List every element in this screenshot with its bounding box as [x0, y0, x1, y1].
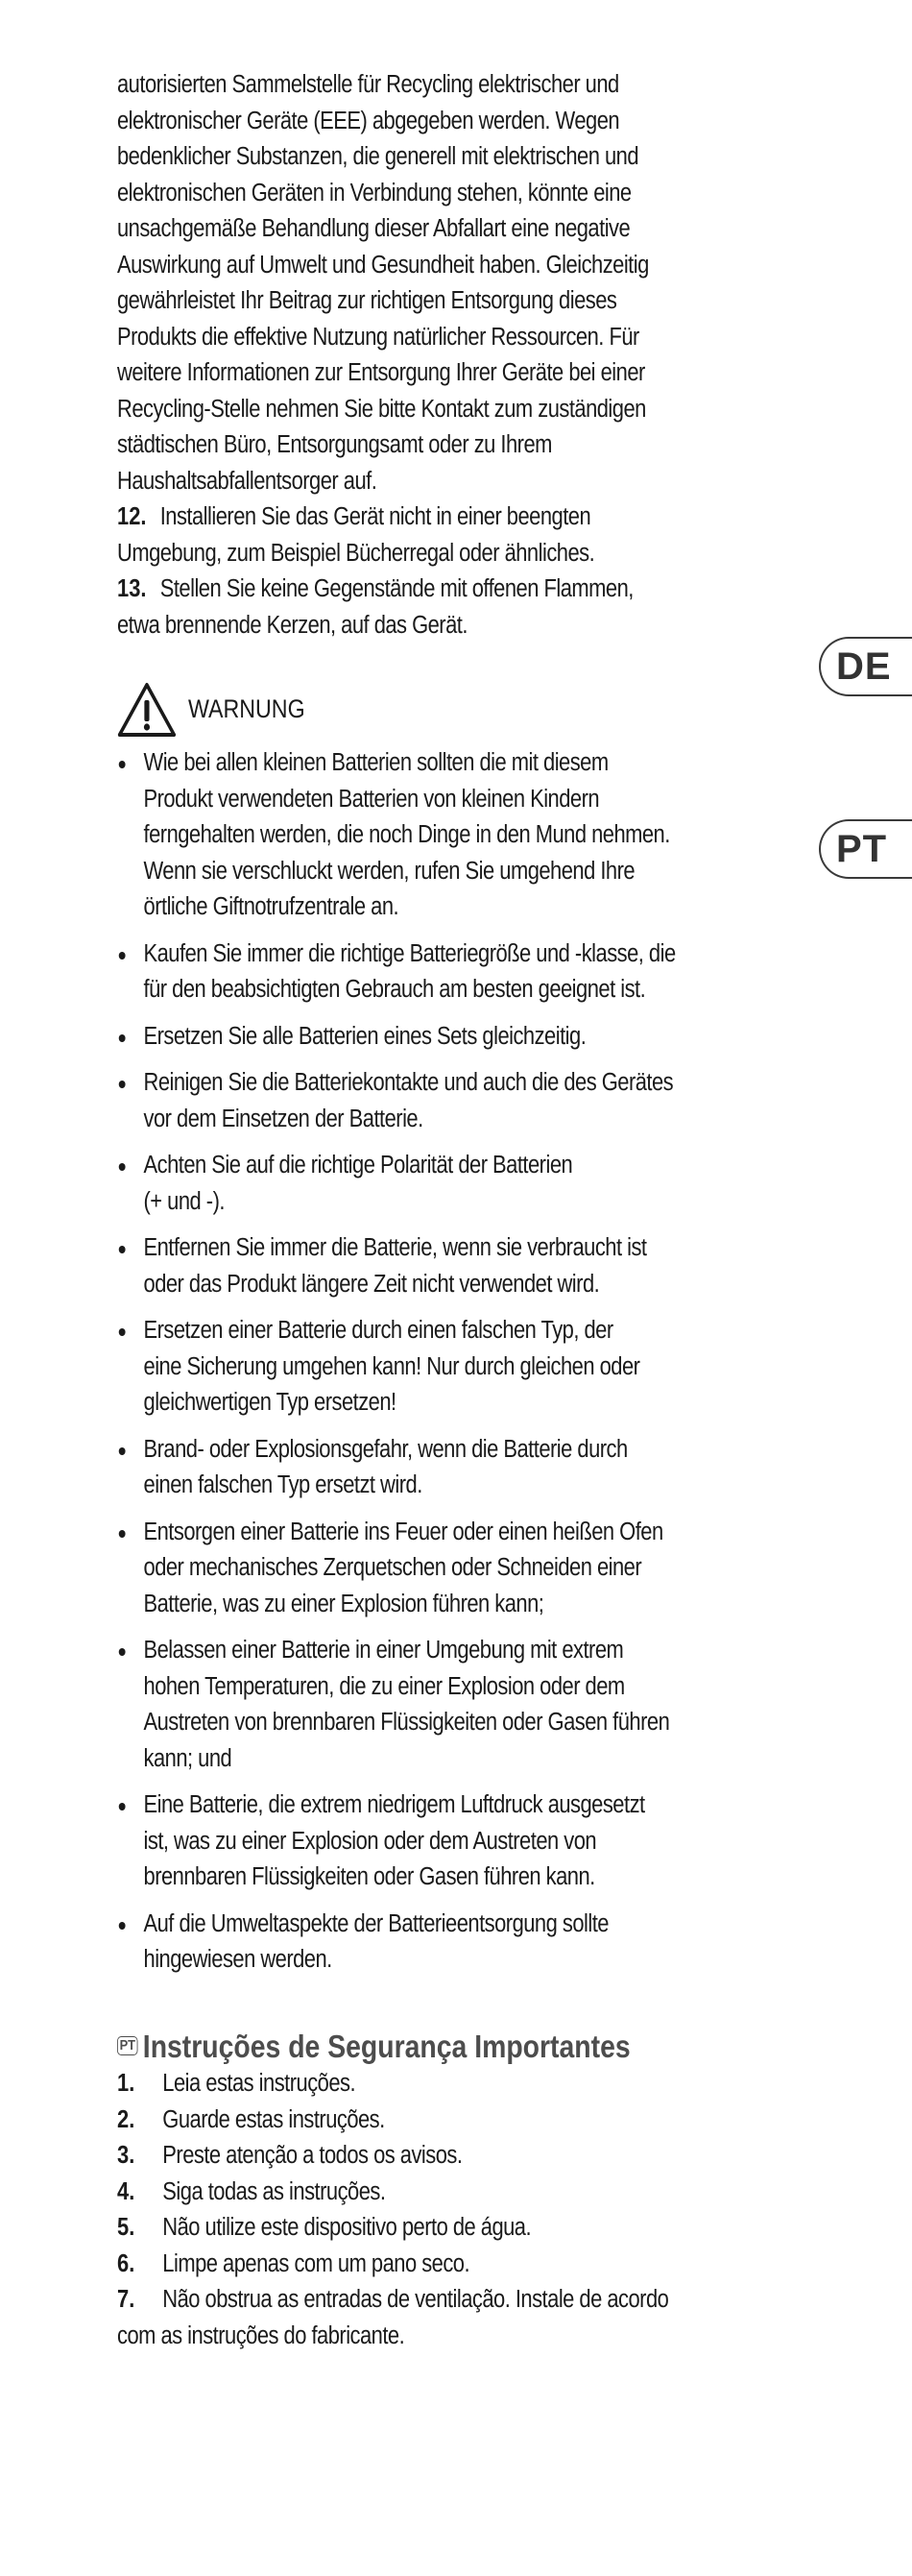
numbered-item-12 [117, 499, 686, 571]
text-line: unsachgemäße Behandlung dieser Abfallart eine negative [117, 215, 631, 242]
list-item: 3. Preste atenção a todos os avisos. [117, 2142, 463, 2169]
text-line: Haushaltsabfallentsorger auf. [117, 467, 377, 495]
pt-instruction-list [117, 2066, 686, 2354]
list-item: 2. Guarde estas instruções. [117, 2105, 385, 2133]
text-line: elektronischer Geräte (EEE) abgegeben werden. Wegen [117, 107, 620, 134]
warning-triangle-icon [117, 682, 177, 738]
battery-warning-list [117, 745, 686, 1979]
text-line: weitere Informationen zur Entsorgung Ihrer Geräte bei einer [117, 359, 645, 386]
list-item: Ersetzen einer Batterie durch einen falschen Typ, der eine Sicherung umgehen kann! Nur durch gleichen oder gleichwertigen Typ ersetzen! [117, 1313, 686, 1422]
pt-section-heading [117, 2029, 686, 2065]
item-text: Stellen Sie keine Gegenstände mit offenen Flammen, [159, 575, 634, 602]
list-item: Auf die Umweltaspekte der Batterieentsorgung sollte hingewiesen werden. [117, 1907, 686, 1979]
text-line: gewährleistet Ihr Beitrag zur richtigen Entsorgung dieses [117, 287, 617, 314]
item-number: 13. [117, 575, 147, 602]
list-item: Wie bei allen kleinen Batterien sollten die mit diesem Produkt verwendeten Batterien von kleinen Kindern ferngehalten werden, die noch Dinge in den Mund nehmen. Wenn sie verschluckt werden, rufen Sie umgehend Ihre örtliche Giftnotrufzentrale an. [117, 745, 686, 926]
list-item: Entsorgen einer Batterie ins Feuer oder einen heißen Ofen oder mechanisches Zerquetschen oder Schneiden einer Batterie, was zu einer Explosion führen kann; [117, 1515, 686, 1623]
list-item: Entfernen Sie immer die Batterie, wenn sie verbraucht ist oder das Produkt längere Zeit nicht verwendet wird. [117, 1230, 686, 1302]
text-line: Recycling-Stelle nehmen Sie bitte Kontakt zum zuständigen [117, 395, 646, 423]
list-item: 7. Não obstrua as entradas de ventilação. Instale de acordo [117, 2286, 669, 2313]
numbered-item-13 [117, 571, 686, 644]
warning-label: WARNUNG [187, 694, 305, 724]
text-line: bedenklicher Substanzen, die generell mit elektrischen und [117, 143, 639, 170]
text-line: Produkts die effektive Nutzung natürlicher Ressourcen. Für [117, 323, 639, 351]
list-item: Reinigen Sie die Batteriekontakte und auch die des Gerätes vor dem Einsetzen der Batterie. [117, 1065, 686, 1137]
list-item: Kaufen Sie immer die richtige Batteriegröße und -klasse, die für den beabsichtigten Gebrauch am besten geeignet ist. [117, 936, 686, 1009]
list-item: Achten Sie auf die richtige Polarität der Batterien (+ und -). [117, 1148, 686, 1220]
list-item: 5. Não utilize este dispositivo perto de água. [117, 2214, 532, 2241]
language-tab-de[interactable]: DE [819, 637, 912, 696]
language-badge: PT [117, 2036, 138, 2055]
list-item: Eine Batterie, die extrem niedrigem Luftdruck ausgesetzt ist, was zu einer Explosion oder dem Austreten von brennbaren Flüssigkeiten oder Gasen führen kann. [117, 1787, 686, 1896]
section-title: Instruções de Segurança Importantes [142, 2028, 631, 2064]
language-tab-pt[interactable]: PT [819, 819, 912, 879]
text-line: elektronischen Geräten in Verbindung stehen, könnte eine [117, 179, 632, 207]
list-item: 4. Siga todas as instruções. [117, 2177, 386, 2205]
item-text-continued: Umgebung, zum Beispiel Bücherregal oder ähnliches. [117, 539, 595, 567]
warning-heading [117, 682, 686, 738]
list-item: Ersetzen Sie alle Batterien eines Sets gleichzeitig. [117, 1019, 686, 1056]
item-text-continued: etwa brennende Kerzen, auf das Gerät. [117, 611, 468, 639]
list-item-continued: com as instruções do fabricante. [117, 2321, 405, 2349]
list-item: Brand- oder Explosionsgefahr, wenn die Batterie durch einen falschen Typ ersetzt wird. [117, 1432, 686, 1504]
list-item: Belassen einer Batterie in einer Umgebung mit extrem hohen Temperaturen, die zu einer Explosion oder dem Austreten von brennbaren Flüssigkeiten oder Gasen führen kann; und [117, 1633, 686, 1777]
list-item: 1. Leia estas instruções. [117, 2070, 356, 2097]
text-line: Auswirkung auf Umwelt und Gesundheit haben. Gleichzeitig [117, 251, 649, 279]
text-line: autorisierten Sammelstelle für Recycling elektrischer und [117, 71, 619, 98]
document-body [117, 67, 686, 2354]
text-line: städtischen Büro, Entsorgungsamt oder zu Ihrem [117, 431, 552, 458]
list-item: 6. Limpe apenas com um pano seco. [117, 2249, 470, 2277]
intro-paragraph [117, 67, 686, 499]
item-number: 12. [117, 503, 147, 530]
item-text: Installieren Sie das Gerät nicht in einer beengten [159, 503, 591, 530]
